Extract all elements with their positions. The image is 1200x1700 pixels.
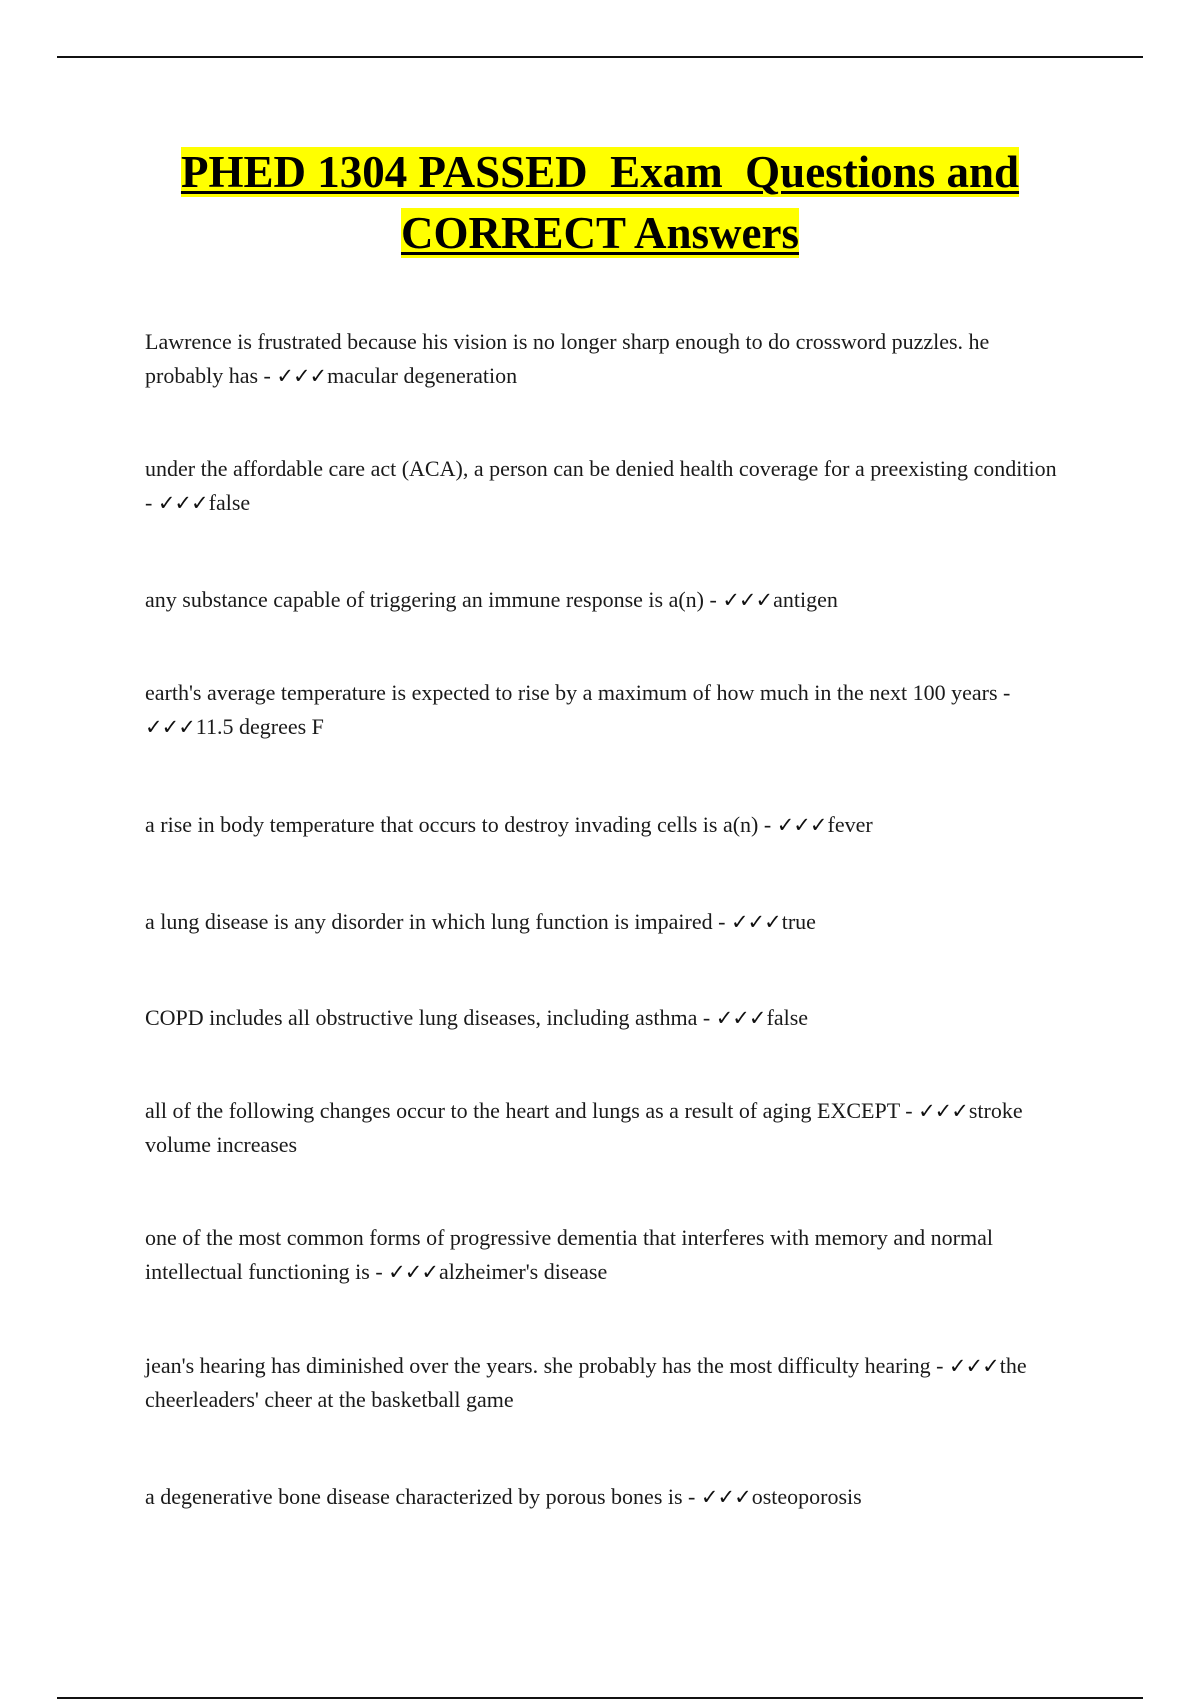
qa-item [145, 452, 1060, 520]
question-text: earth's average temperature is expected to rise by a maximum of how much in the next 100 years - [145, 680, 1011, 705]
qa-item [145, 325, 1060, 393]
answer-text: alzheimer's disease [438, 1259, 608, 1284]
answer-text: stroke volume increases [145, 1098, 1023, 1157]
answer-text: macular degeneration [327, 363, 518, 388]
question-text: a rise in body temperature that occurs to destroy invading cells is a(n) - [145, 812, 777, 837]
question-text: all of the following changes occur to the heart and lungs as a result of aging EXCEPT - [145, 1098, 919, 1123]
qa-item [145, 1480, 1060, 1514]
check-icon: ✓✓✓ [700, 1485, 751, 1509]
qa-item [145, 1221, 1060, 1289]
answer-text: the cheerleaders' cheer at the basketball game [145, 1353, 1027, 1412]
check-icon: ✓✓✓ [715, 1006, 766, 1030]
question-text: one of the most common forms of progressive dementia that interferes with memory and normal intellectual functioning is - [145, 1225, 993, 1284]
title-line-1: PHED 1304 PASSED Exam Questions and [180, 147, 1020, 197]
answer-text: fever [827, 812, 873, 837]
check-icon: ✓✓✓ [388, 1260, 438, 1284]
question-text: a lung disease is any disorder in which lung function is impaired - [145, 909, 731, 934]
question-text: Lawrence is frustrated because his vision is no longer sharp enough to do crossword puzzles. he probably has - [145, 329, 990, 388]
question-text: jean's hearing has diminished over the years. she probably has the most difficulty hearing - [145, 1353, 949, 1378]
qa-item [145, 1001, 1060, 1035]
question-text: under the affordable care act (ACA), a person can be denied health coverage for a preexisting condition - [145, 456, 1057, 515]
question-text: any substance capable of triggering an immune response is a(n) - [145, 587, 723, 612]
question-text: a degenerative bone disease characterized by porous bones is - [145, 1484, 701, 1509]
bottom-rule [57, 1697, 1143, 1699]
check-icon: ✓✓✓ [776, 813, 827, 837]
title-line-2: CORRECT Answers [401, 208, 799, 258]
answer-text: antigen [773, 587, 838, 612]
check-icon: ✓✓✓ [730, 910, 781, 934]
page-title [100, 142, 1100, 264]
qa-item [145, 1349, 1060, 1417]
qa-item [145, 676, 1060, 744]
check-icon: ✓✓✓ [722, 588, 773, 612]
qa-item [145, 1094, 1060, 1162]
question-text: COPD includes all obstructive lung diseases, including asthma - [145, 1005, 716, 1030]
check-icon: ✓✓✓ [948, 1354, 999, 1378]
qa-item [145, 808, 1060, 842]
answer-text: false [208, 490, 251, 515]
answer-text: osteoporosis [751, 1484, 862, 1509]
answer-text: true [781, 909, 816, 934]
check-icon: ✓✓✓ [145, 715, 195, 739]
answer-text: false [766, 1005, 809, 1030]
top-rule [57, 56, 1143, 58]
check-icon: ✓✓✓ [276, 364, 327, 388]
qa-item [145, 905, 1060, 939]
qa-item [145, 583, 1060, 617]
answer-text: 11.5 degrees F [195, 714, 324, 739]
check-icon: ✓✓✓ [918, 1099, 968, 1123]
check-icon: ✓✓✓ [157, 491, 208, 515]
